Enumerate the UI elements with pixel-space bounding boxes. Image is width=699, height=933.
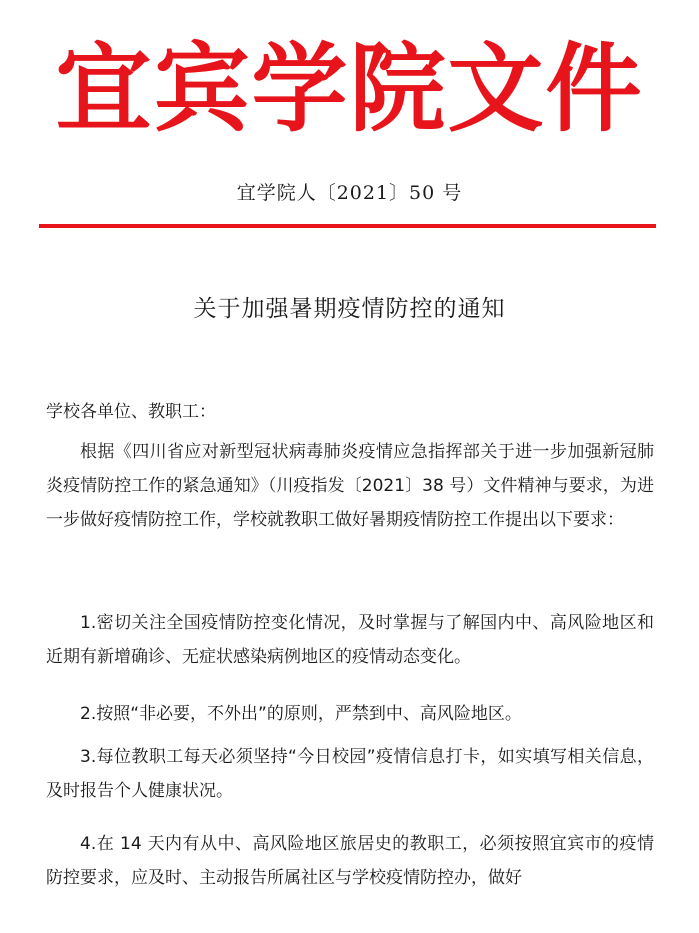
paragraph-item-2: 2.按照“非必要，不外出”的原则，严禁到中、高风险地区。: [80, 704, 522, 724]
salutation: 学校各单位、教职工：: [46, 402, 216, 422]
paragraph-item-4: 4.在 14 天内有从中、高风险地区旅居史的教职工，必须按照宜宾市的疫情防控要求，应及时、主动报告所属社区与学校疫情防控办，做好: [46, 834, 654, 888]
notice-title: 关于加强暑期疫情防控的通知: [193, 296, 506, 322]
paragraph-item-1: 1.密切关注全国疫情防控变化情况，及时掌握与了解国内中、高风险地区和近期有新增确诊、无症状感染病例地区的疫情动态变化。: [46, 613, 654, 667]
document-header-title: 宜宾学院文件: [55, 32, 644, 145]
document-number: 宜学院人〔2021〕50 号: [236, 182, 463, 204]
paragraph-intro: 根据《四川省应对新型冠状病毒肺炎疫情应急指挥部关于进一步加强新冠肺炎疫情防控工作的紧急通知》（川疫指发〔2021〕38 号）文件精神与要求，为进一步做好疫情防控工作，学校就教职工做好暑期疫情防控工作提出以下要求：: [46, 442, 654, 530]
red-divider-line: [39, 224, 656, 228]
paragraph-item-3: 3.每位教职工每天必须坚持“今日校园”疫情信息打卡，如实填写相关信息，及时报告个人健康状况。: [46, 747, 654, 801]
